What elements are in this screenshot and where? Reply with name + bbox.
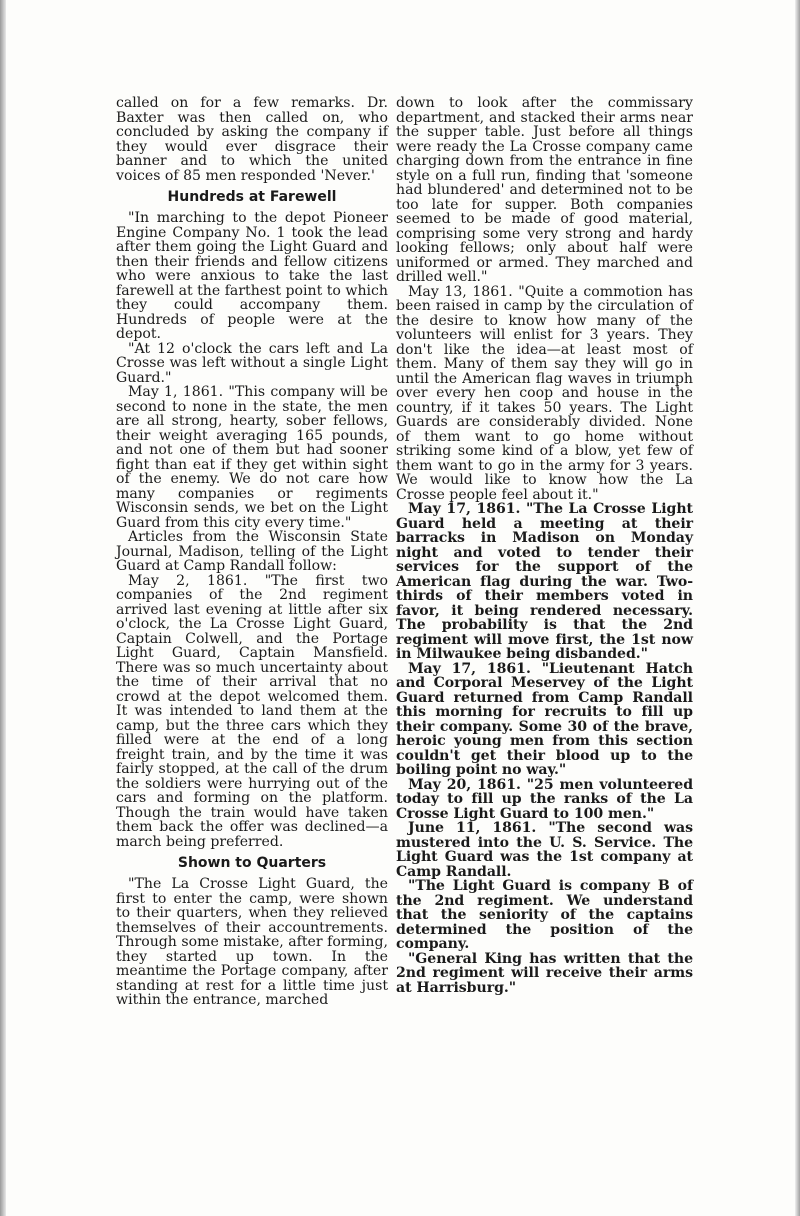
- section-heading: Hundreds at Farewell: [167, 189, 337, 205]
- paragraph-bold: June 11, 1861. "The second was mustered into the U. S. Service. The Light Guard was the 1st company at Camp Randall.: [396, 820, 693, 880]
- paragraph: May 1, 1861. "This company will be second to none in the state, the men are all strong, hearty, sober fellows, their weight averaging 165 pounds, and not one of them but had sooner fight than eat if they get within sight of the enemy. We do not care how many companies or regiments Wisconsin sends, we bet on the Light Guard from this city every time.": [116, 384, 388, 531]
- paragraph: "At 12 o'clock the cars left and La Crosse was left without a single Light Guard.": [116, 340, 388, 386]
- right-column: [396, 96, 693, 995]
- paragraph: "The La Crosse Light Guard, the first to enter the camp, were shown to their quarters, when they relieved themselves of their accountrements. Through some mistake, after forming, they started up town. In the meantime the Portage company, after standing at rest for a little time just within the entrance, marched: [116, 876, 388, 1008]
- paragraph-bold: "The Light Guard is company B of the 2nd regiment. We understand that the seniority of the captains determined the position of the company.: [396, 878, 693, 952]
- section-heading: Shown to Quarters: [177, 855, 327, 871]
- paragraph: Articles from the Wisconsin State Journal, Madison, telling of the Light Guard at Camp Randall follow:: [116, 529, 388, 574]
- paragraph-bold: May 17, 1861. "Lieutenant Hatch and Corporal Meservey of the Light Guard returned from Camp Randall this morning for recruits to fill up their company. Some 30 of the brave, heroic young men from this section couldn't get their blood up to the boiling point no way.": [396, 660, 693, 778]
- left-column: [116, 96, 388, 1008]
- paragraph-bold: "General King has written that the 2nd regiment will receive their arms at Harrisburg.": [396, 950, 693, 996]
- paragraph: May 2, 1861. "The first two companies of the 2nd regiment arrived last evening at little after six o'clock, the La Crosse Light Guard, Captain Colwell, and the Portage Light Guard, Captain Mansfield. There was so much uncertainty about the time of their arrival that no crowd at the depot welcomed them. It was intended to land them at the camp, but the three cars which they filled were at the end of a long freight train, and by the time it was fairly stopped, at the call of the drum the soldiers were hurrying out of the cars and forming on the platform. Though the train would have taken them back the offer was declined—a march being preferred.: [116, 572, 388, 850]
- paragraph-bold: May 17, 1861. "The La Crosse Light Guard held a meeting at their barracks in Madison on Monday night and voted to tender their services for the support of the American flag during the war. Two-thirds of their members voted in favor, it being rendered necessary. The probability is that the 2nd regiment will move first, the 1st now in Milwaukee being disbanded.": [396, 501, 693, 662]
- paragraph-bold: May 20, 1861. "25 men volunteered today to fill up the ranks of the La Crosse Light Guard to 100 men.": [396, 776, 693, 822]
- paragraph: "In marching to the depot Pioneer Engine Company No. 1 took the lead after them going the Light Guard and then their friends and fellow citizens who were anxious to take the last farewell at the farthest point to which they could accompany them. Hundreds of people were at the depot.: [116, 210, 388, 342]
- paragraph: May 13, 1861. "Quite a commotion has been raised in camp by the circulation of the desire to know how many of the volunteers will enlist for 3 years. They don't like the idea—at least most of them. Many of them say they will go in until the American flag waves in triumph over every hen coop and house in the country, if it takes 50 years. The Light Guards are considerably divided. None of them want to go home without striking some kind of a blow, yet few of them want to go in the army for 3 years. We would like to know how the La Crosse people feel about it.": [396, 283, 693, 503]
- scan-edge-right: [795, 0, 800, 1216]
- scan-edge-left: [0, 0, 6, 1216]
- paragraph: down to look after the commissary department, and stacked their arms near the supper table. Just before all things were ready the La Crosse company came charging down from the entrance in fine style on a full run, finding that 'someone had blundered' and determined not to be too late for supper. Both companies seemed to be made of good material, comprising some very strong and hardy looking fellows; only about half were uniformed or armed. They marched and drilled well.": [396, 95, 693, 285]
- paragraph: called on for a few remarks. Dr. Baxter was then called on, who concluded by asking the company if they would ever disgrace their banner and to which the united voices of 85 men responded 'Never.': [116, 95, 388, 184]
